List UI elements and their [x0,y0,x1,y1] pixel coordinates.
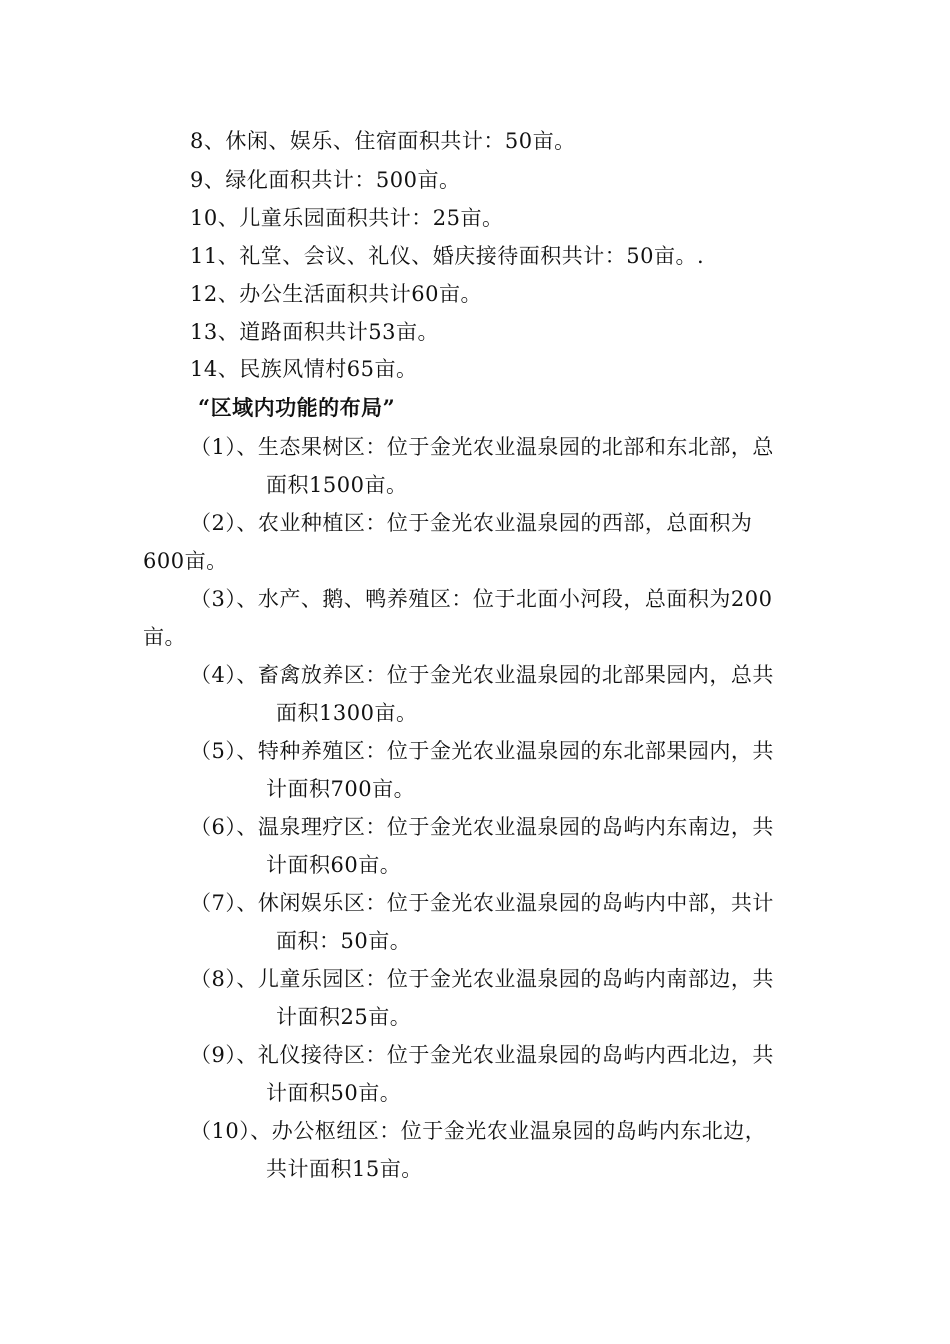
layout-item-line2: 计面积700亩。 [266,777,416,801]
area-list-item: 10、儿童乐园面积共计：25亩。 [190,206,504,230]
layout-item-line2: 面积1500亩。 [266,473,408,497]
layout-item-line2: 亩。 [143,625,186,649]
area-list-item: 12、办公生活面积共计60亩。 [190,282,482,306]
layout-item-line1: （3）、水产、鹅、鸭养殖区：位于北面小河段，总面积为200 [190,587,773,611]
layout-item-line1: （4）、畜禽放养区：位于金光农业温泉园的北部果园内，总共 [190,663,774,687]
layout-item-line2: 计面积50亩。 [266,1081,402,1105]
layout-item-line1: （10）、办公枢纽区：位于金光农业温泉园的岛屿内东北边， [190,1119,767,1143]
area-list-item: 9、绿化面积共计：500亩。 [190,168,461,192]
area-list-item: 14、民族风情村65亩。 [190,357,418,381]
layout-item-line2: 面积1300亩。 [276,701,418,725]
area-list-item: 11、礼堂、会议、礼仪、婚庆接待面积共计：50亩。. [190,244,705,268]
layout-item-line2: 面积：50亩。 [276,929,412,953]
layout-item-line2: 计面积60亩。 [266,853,402,877]
layout-item-line1: （9）、礼仪接待区：位于金光农业温泉园的岛屿内西北边，共 [190,1043,774,1067]
layout-item-line1: （5）、特种养殖区：位于金光农业温泉园的东北部果园内，共 [190,739,774,763]
layout-item-line1: （6）、温泉理疗区：位于金光农业温泉园的岛屿内东南边，共 [190,815,774,839]
layout-item-line1: （1）、生态果树区：位于金光农业温泉园的北部和东北部，总 [190,435,774,459]
layout-item-line1: （8）、儿童乐园区：位于金光农业温泉园的岛屿内南部边，共 [190,967,774,991]
area-list-item: 13、道路面积共计53亩。 [190,320,439,344]
layout-item-line2: 600亩。 [143,549,228,573]
layout-item-line1: （2）、农业种植区：位于金光农业温泉园的西部，总面积为 [190,511,753,535]
layout-item-line2: 共计面积15亩。 [266,1157,423,1181]
layout-item-line1: （7）、休闲娱乐区：位于金光农业温泉园的岛屿内中部，共计 [190,891,774,915]
layout-item-line2: 计面积25亩。 [276,1005,412,1029]
section-heading: “区域内功能的布局” [198,395,396,420]
area-list-item: 8、休闲、娱乐、住宿面积共计：50亩。 [190,129,576,153]
